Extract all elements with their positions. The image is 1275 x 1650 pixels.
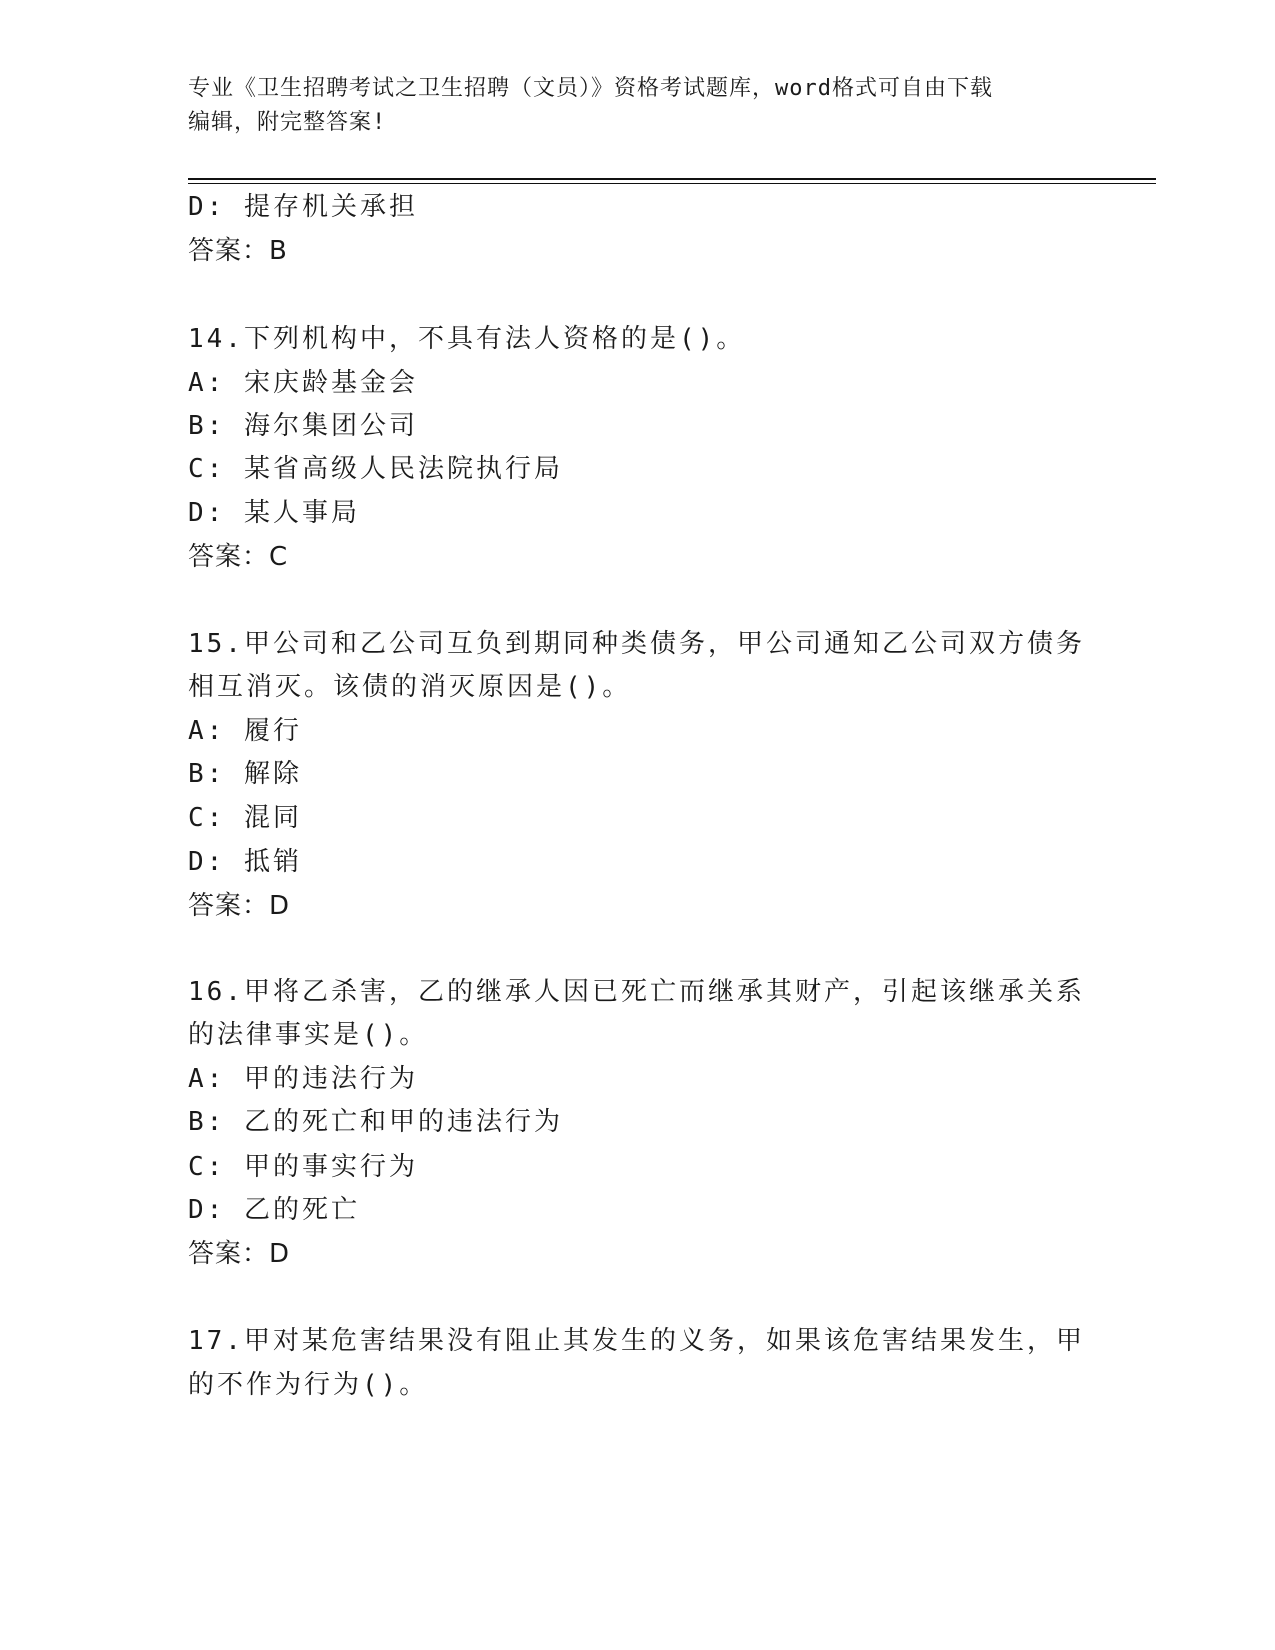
option-a: A: 宋庆龄基金会	[188, 368, 418, 398]
question-text-line-2: 相互消灭。该债的消灭原因是()。	[188, 672, 632, 702]
answer: 答案：C	[188, 542, 289, 572]
question-text: 14.下列机构中，不具有法人资格的是()。	[188, 324, 746, 354]
question-text-line-1: 16.甲将乙杀害，乙的继承人因已死亡而继承其财产，引起该继承关系	[188, 977, 1085, 1007]
document-header	[188, 72, 1088, 140]
option-c: C: 某省高级人民法院执行局	[188, 454, 563, 484]
question-text-line-2: 的法律事实是()。	[188, 1020, 429, 1050]
option-b: B: 解除	[188, 759, 302, 789]
option-c: C: 甲的事实行为	[188, 1152, 418, 1182]
question-text-line-2: 的不作为行为()。	[188, 1370, 429, 1400]
option-b: B: 乙的死亡和甲的违法行为	[188, 1107, 563, 1137]
option-d: D: 提存机关承担	[188, 192, 418, 222]
answer: 答案：D	[188, 891, 291, 921]
answer: 答案：B	[188, 236, 288, 266]
option-c: C: 混同	[188, 803, 302, 833]
option-d: D: 抵销	[188, 847, 302, 877]
question-text-line-1: 17.甲对某危害结果没有阻止其发生的义务，如果该危害结果发生，甲	[188, 1326, 1085, 1356]
option-a: A: 甲的违法行为	[188, 1064, 418, 1094]
answer: 答案：D	[188, 1239, 291, 1269]
option-a: A: 履行	[188, 716, 302, 746]
header-divider-bottom	[188, 183, 1156, 184]
header-divider-top	[188, 178, 1156, 180]
header-line-1: 专业《卫生招聘考试之卫生招聘（文员）》资格考试题库，word格式可自由下载	[188, 76, 993, 101]
option-b: B: 海尔集团公司	[188, 411, 418, 441]
header-line-2: 编辑，附完整答案!	[188, 110, 387, 135]
option-d: D: 乙的死亡	[188, 1195, 360, 1225]
option-d: D: 某人事局	[188, 498, 360, 528]
question-text-line-1: 15.甲公司和乙公司互负到期同种类债务，甲公司通知乙公司双方债务	[188, 629, 1085, 659]
